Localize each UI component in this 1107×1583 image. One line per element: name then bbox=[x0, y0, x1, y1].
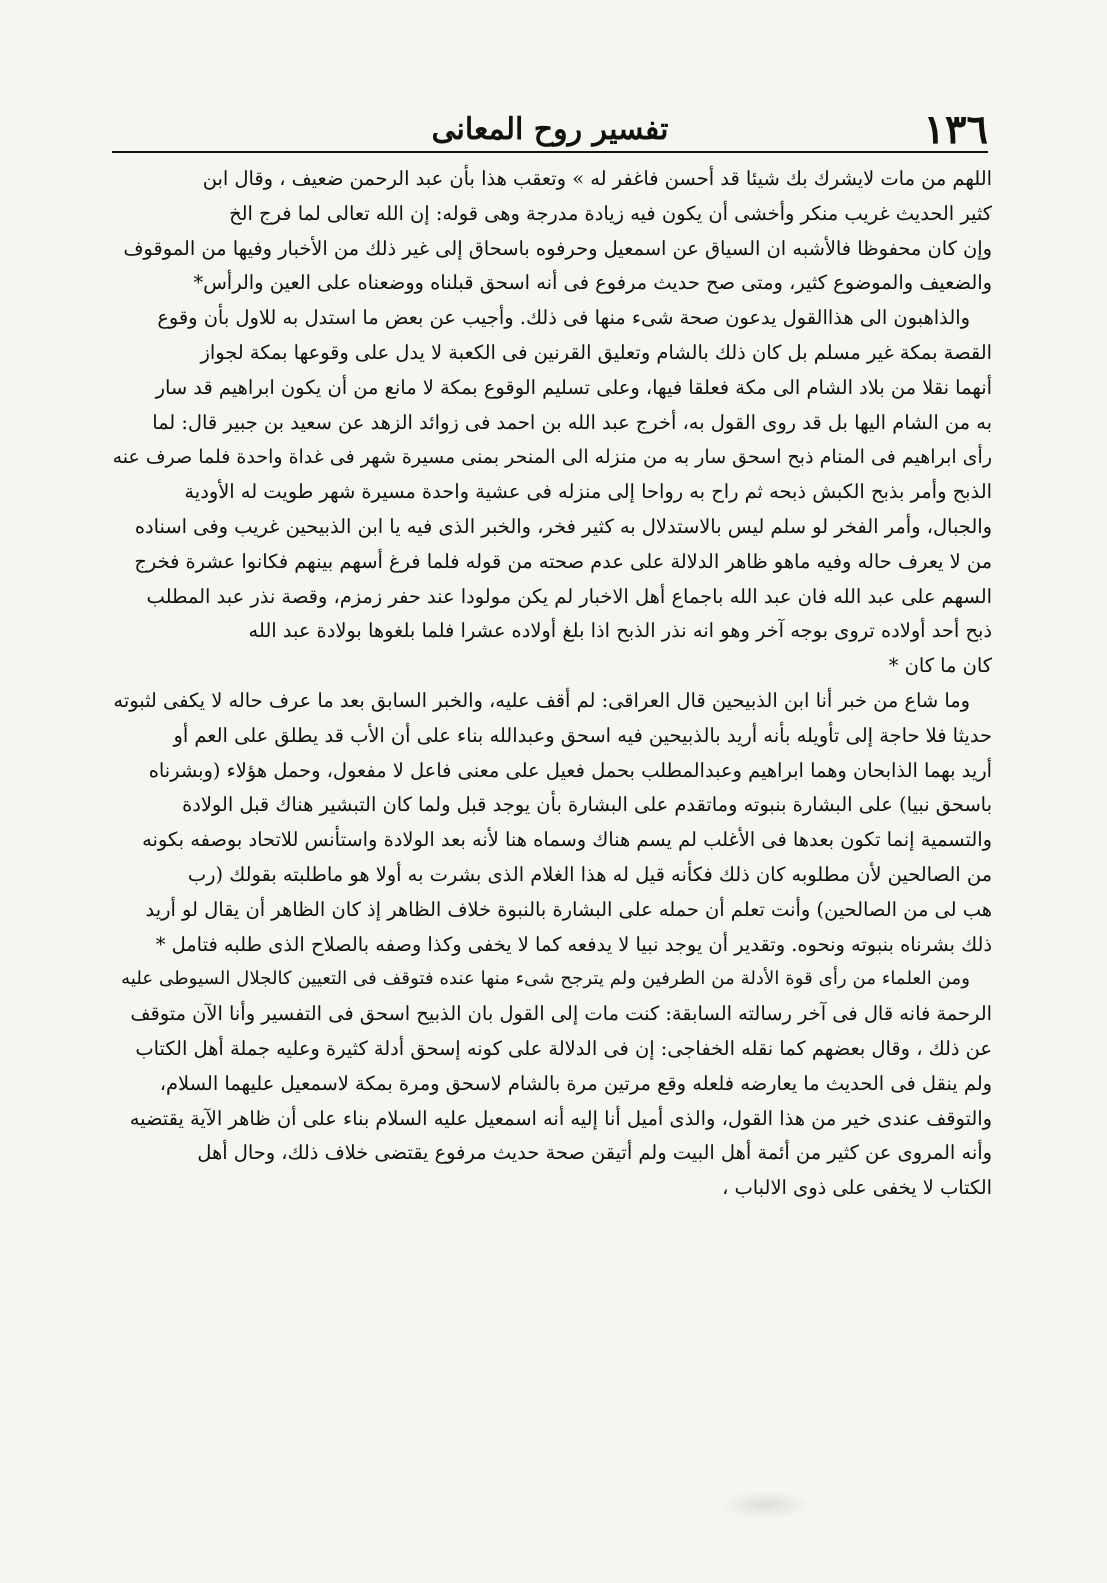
text-line: والتوقف عندى خير من هذا القول، والذى أميل أنا إليه أنه اسمعيل عليه السلام بناء على أن ظاهر الآية يقتضيه bbox=[129, 1106, 992, 1130]
text-line: من الصالحين لأن مطلوبه كان ذلك فكأنه قيل له هذا الغلام الذى بشرت به أولا هو ماطلبته بقولك (رب bbox=[187, 862, 992, 886]
text-line: ولم ينقل فى الحديث ما يعارضه فلعله وقع مرتين مرة بالشام لاسحق ومرة بمكة لاسمعيل عليهما السلام، bbox=[159, 1071, 992, 1095]
text-line: حديثا فلا حاجة إلى تأويله بأنه أريد بالذبيحين فيه اسحق وعبدالله بناء على أن الأب قد يطلق على العم أو bbox=[173, 723, 992, 747]
page-number: ١٣٦ bbox=[923, 106, 988, 153]
text-line: من لا يعرف حاله وفيه ماهو ظاهر الدلالة على عدم صحته من قوله فلما فرغ أسهم بينهم فكانوا عشرة فخرج bbox=[134, 549, 992, 573]
header-rule bbox=[112, 151, 988, 153]
text-line: كان ما كان * bbox=[888, 654, 992, 678]
text-line: والجبال، وأمر الفخر لو سلم ليس بالاستدلال به كثير فخر، والخبر الذى فيه يا ابن الذبيحين غريب وفى اسناده bbox=[134, 514, 992, 538]
text-line: والضعيف والموضوع كثير، ومتى صح حديث مرفوع فى أنه اسحق قبلناه ووضعناه على العين والرأس* bbox=[193, 271, 992, 295]
text-line: القصة بمكة غير مسلم بل كان ذلك بالشام وتعليق القرنين فى الكعبة لا يدل على وقوعها بمكة لجواز bbox=[200, 340, 992, 364]
scan-smudge bbox=[720, 1490, 810, 1520]
text-line: والذاهبون الى هذاالقول يدعون صحة شىء منها فى ذلك. وأجيب عن بعض ما استدل به للاول بأن وقوع bbox=[157, 306, 970, 330]
text-line: أريد بهما الذابحان وهما ابراهيم وعبدالمطلب بحمل فعيل على معنى فاعل لا مفعول، وحمل هؤلاء (وبشرناه bbox=[148, 758, 992, 782]
text-line: وأنه المروى عن كثير من أئمة أهل البيت ولم أتيقن صحة حديث مرفوع يقتضى خلاف ذلك، وحال أهل bbox=[197, 1141, 992, 1165]
text-line: ومن العلماء من رأى قوة الأدلة من الطرفين ولم يترجح شىء منها عنده فتوقف فى التعيين كالجلال السيوطى عليه bbox=[121, 968, 970, 990]
text-line: والتسمية إنما تكون بعدها فى الأغلب لم يسم هناك وسماه هنا لأنه بعد الولادة واستأنس للاتحاد بوصفه بكونه bbox=[142, 828, 992, 852]
text-line: أنهما نقلا من بلاد الشام الى مكة فعلقا فيها، وعلى تسليم الوقوع بمكة لا مانع من أن يكون ابراهيم قد سار bbox=[155, 375, 992, 399]
text-line: السهم على عبد الله فان عبد الله باجماع أهل الاخبار لم يكن مولودا عند حفر زمزم، وقصة نذر عبد المطلب bbox=[146, 584, 992, 608]
text-line: ذلك بشرناه بنبوته ونحوه. وتقدير أن يوجد نبيا لا يدفعه كما لا يخفى وكذا وصفه بالصلاح الذى طلبه فتامل * bbox=[155, 932, 992, 956]
page-header bbox=[112, 108, 988, 154]
text-line: عن ذلك ، وقال بعضهم كما نقله الخفاجى: إن فى الدلالة على كونه إسحق أدلة كثيرة وعليه جملة أهل الكتاب bbox=[135, 1036, 992, 1060]
text-line: وما شاع من خبر أنا ابن الذبيحين قال العراقى: لم أقف عليه، والخبر السابق بعد ما عرف حاله لا يكفى لثبوته bbox=[113, 688, 970, 712]
text-line: اللهم من مات لايشرك بك شيئا قد أحسن فاغفر له » وتعقب هذا بأن عبد الرحمن ضعيف ، وقال ابن bbox=[202, 167, 992, 190]
text-line: ذبح أحد أولاده تروى بوجه آخر وهو انه نذر الذبح اذا بلغ أولاده عشرا فلما بلغوها بولادة عبد الله bbox=[248, 619, 992, 643]
text-line: كثير الحديث غريب منكر وأخشى أن يكون فيه زيادة مدرجة وهى قوله: إن الله تعالى لما فرج الخ bbox=[229, 201, 992, 225]
text-line: الرحمة فانه قال فى آخر رسالته السابقة: كنت مات إلى القول بان الذبيح اسحق فى التفسير وأنا الآن متوقف bbox=[130, 1002, 992, 1026]
text-line: وإن كان محفوظا فالأشبه ان السياق عن اسمعيل وحرفوه باسحاق إلى غير ذلك من الأخبار وفيها من الموقوف bbox=[123, 236, 992, 260]
text-line: باسحق نبيا) على البشارة بنبوته وماتقدم على البشارة بأن يوجد قبل ولما كان التبشير هناك قبل الولادة bbox=[182, 793, 992, 817]
text-line: الذبح وأمر بذبح الكبش ذبحه ثم راح به رواحا إلى منزله فى عشية واحدة مسيرة شهر طويت له الأودية bbox=[184, 480, 992, 504]
text-line: به من الشام اليها بل قد روى القول به، أخرج عبد الله بن احمد فى زوائد الزهد عن سعيد بن جبير قال: لما bbox=[152, 410, 992, 434]
text-line: رأى ابراهيم فى المنام ذبح اسحق سار به من منزله الى المنحر بمنى مسيرة شهر فى غداة واحدة فلما صرف عنه bbox=[112, 446, 992, 469]
text-line: هب لى من الصالحين) وأنت تعلم أن حمله على البشارة بالنبوة خلاف الظاهر إذ كان الظاهر أن يقال لو أريد bbox=[145, 897, 992, 921]
text-line: الكتاب لا يخفى على ذوى الالباب ، bbox=[722, 1176, 992, 1200]
body-text bbox=[106, 162, 992, 1206]
running-title: تفسير روح المعانى bbox=[431, 112, 669, 147]
